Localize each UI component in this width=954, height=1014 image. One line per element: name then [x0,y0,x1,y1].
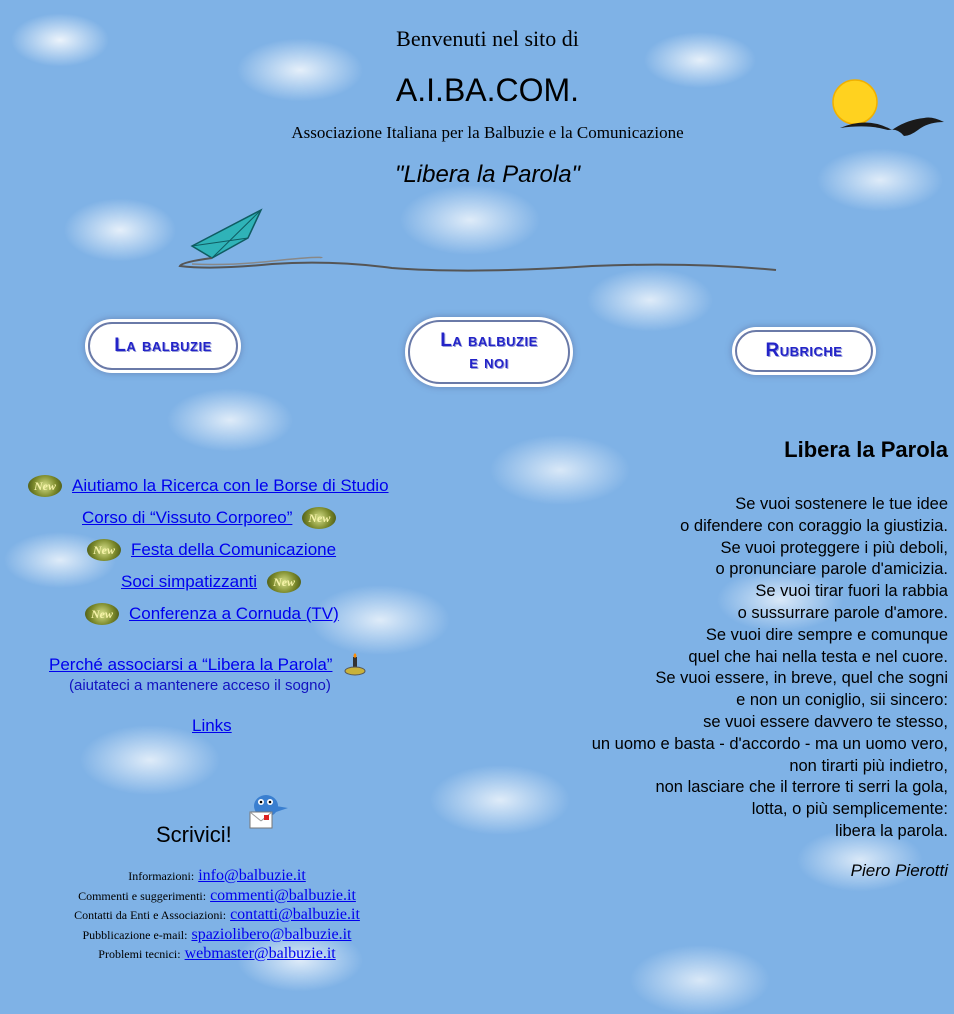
poem-line: quel che hai nella testa e nel cuore. [688,647,948,666]
link-perche-associarsi[interactable]: Perché associarsi a “Libera la Parola” [49,655,333,674]
kite-icon [192,210,261,258]
contact-label: Pubblicazione e-mail: [82,927,188,942]
poem-line: Se vuoi sostenere le tue idee [735,495,948,513]
menu-item-borse-studio [28,475,389,497]
contact-email-link[interactable]: webmaster@balbuzie.it [184,945,336,962]
site-title: A.I.BA.COM. [395,72,580,108]
link-links[interactable]: Links [192,716,232,735]
menu-item-soci-simpatizzanti [121,571,301,593]
poem-line: o difendere con coraggio la giustizia. [680,516,948,535]
link-vissuto-corporeo[interactable]: Corso di “Vissuto Corporeo” [82,508,293,527]
nav-balbuzie-e-noi-line2: e noi [469,352,509,373]
contact-row [0,945,434,965]
contact-row [0,906,434,926]
poem-line: o sussurrare parole d'amore. [737,603,948,622]
menu-item-conferenza-cornuda [85,603,339,625]
contact-email-link[interactable]: commenti@balbuzie.it [210,886,356,904]
poem-title: Libera la Parola [784,437,948,462]
kite-illustration [172,204,782,282]
bird-mail-icon[interactable] [246,790,292,832]
contact-email-link[interactable]: contatti@balbuzie.it [230,906,360,923]
menu-item-festa-comunicazione [87,539,336,561]
nav-rubriche-label: Rubriche [765,340,843,361]
poem-line: Se vuoi essere, in breve, quel che sogni [655,669,948,688]
link-festa-comunicazione[interactable]: Festa della Comunicazione [131,540,337,559]
sun-icon [833,80,877,124]
nav-rubriche-button[interactable] [735,330,873,372]
menu-item-associarsi [49,653,368,677]
sun-bird-illustration [828,76,948,146]
poem-line: e non un coniglio, sii sincero: [736,691,948,710]
new-badge-icon: New [28,475,62,497]
contact-row [0,926,434,946]
new-badge-icon: New [302,507,336,529]
welcome-text: Benvenuti nel sito di [396,26,579,51]
motto: "Libera la Parola" [394,161,581,188]
poem-line: Se vuoi dire sempre e comunque [705,625,948,644]
poem-line: o pronunciare parole d'amicizia. [715,560,948,579]
link-conferenza-cornuda[interactable]: Conferenza a Cornuda (TV) [129,604,339,623]
menu-item-vissuto-corporeo [82,507,336,529]
nav-la-balbuzie-label: La balbuzie [114,335,212,356]
new-badge-icon: New [85,603,119,625]
contact-email-link[interactable]: info@balbuzie.it [198,867,306,884]
contact-row [0,887,434,907]
contact-email-link[interactable]: spaziolibero@balbuzie.it [191,925,352,943]
contact-label: Contatti da Enti e Associazioni: [74,908,227,922]
poem-line: non tirarti più indietro, [789,756,948,775]
contact-label: Informazioni: [128,869,195,883]
link-borse-studio[interactable]: Aiutiamo la Ricerca con le Borse di Studio [72,476,389,495]
link-soci-simpatizzanti[interactable]: Soci simpatizzanti [121,572,258,591]
poem-line: lotta, o più semplicemente: [751,800,948,819]
poem-line: Se vuoi proteggere i più deboli, [720,538,948,557]
nav-balbuzie-e-noi-button[interactable] [408,320,570,384]
contact-label: Problemi tecnici: [98,947,181,961]
poem-line: un uomo e basta - d'accordo - ma un uomo vero, [591,734,948,753]
association-name: Associazione Italiana per la Balbuzie e la Comunicazione [291,123,684,142]
associate-note: (aiutateci a mantenere acceso il sogno) [69,677,331,694]
nav-balbuzie-e-noi-line1: La balbuzie [440,330,538,351]
candle-icon [342,653,368,677]
poem-line: non lasciare che il terrore ti serri la gola, [655,778,948,797]
contacts-list [0,867,434,965]
new-badge-icon: New [267,571,301,593]
poem-line: Se vuoi tirar fuori la rabbia [755,582,948,601]
write-title: Scrivici! [156,822,232,847]
new-badge-icon: New [87,539,121,561]
contact-row [0,867,434,887]
poem-line: se vuoi essere davvero te stesso, [703,712,948,731]
poem-line: libera la parola. [835,821,948,840]
contact-label: Commenti e suggerimenti: [78,888,207,903]
nav-la-balbuzie-button[interactable] [88,322,238,370]
poem-body [592,494,948,843]
poem-author: Piero Pierotti [850,861,948,880]
